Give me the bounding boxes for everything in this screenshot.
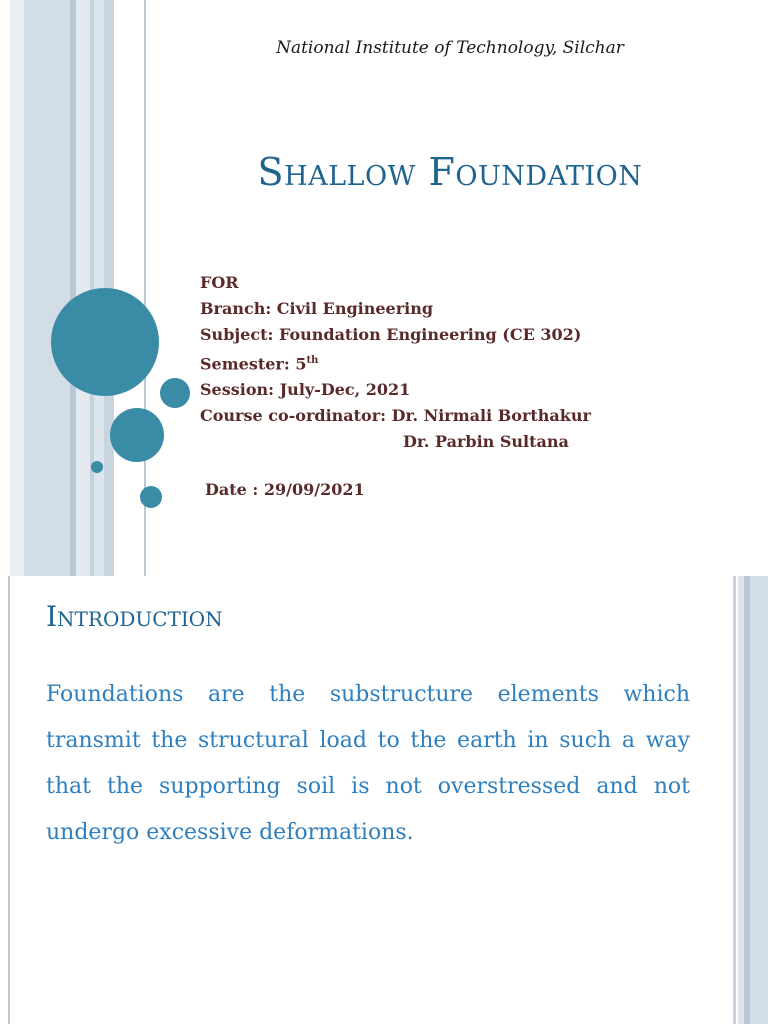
- intro-body: Foundations are the substructure elements which transmit the structural load to the earth in such a way that the supporting soil is not overstressed and not undergo excessive deformations.: [46, 682, 690, 845]
- decor-circle-small: [160, 378, 190, 408]
- info-session: Session: July-Dec, 2021: [200, 380, 411, 400]
- course-info: [200, 270, 591, 455]
- decor-circle-medium: [110, 408, 164, 462]
- slide-title: Shallow Foundation: [257, 150, 643, 194]
- decor-stripe: [24, 0, 70, 576]
- decor-stripe: [733, 576, 736, 1024]
- info-coordinator-2: Dr. Parbin Sultana: [403, 432, 569, 452]
- info-coordinator: Course co-ordinator: Dr. Nirmali Borthakur: [200, 406, 591, 426]
- info-branch: Branch: Civil Engineering: [200, 299, 434, 318]
- institute-name: National Institute of Technology, Silchar: [276, 38, 624, 58]
- decor-circle-small: [140, 486, 162, 508]
- info-subject: Subject: Foundation Engineering (CE 302): [200, 325, 582, 344]
- decor-stripe: [10, 0, 24, 576]
- decor-circle-large: [51, 288, 159, 396]
- decor-circle-dot: [91, 461, 103, 473]
- decor-stripe: [8, 576, 10, 1024]
- date-label: Date : 29/09/2021: [205, 480, 365, 499]
- decor-stripe: [750, 576, 768, 1024]
- decor-stripe: [76, 0, 90, 576]
- info-semester: Semester: 5th: [200, 354, 319, 374]
- info-for: FOR: [200, 273, 239, 292]
- section-title: Introduction: [46, 600, 223, 633]
